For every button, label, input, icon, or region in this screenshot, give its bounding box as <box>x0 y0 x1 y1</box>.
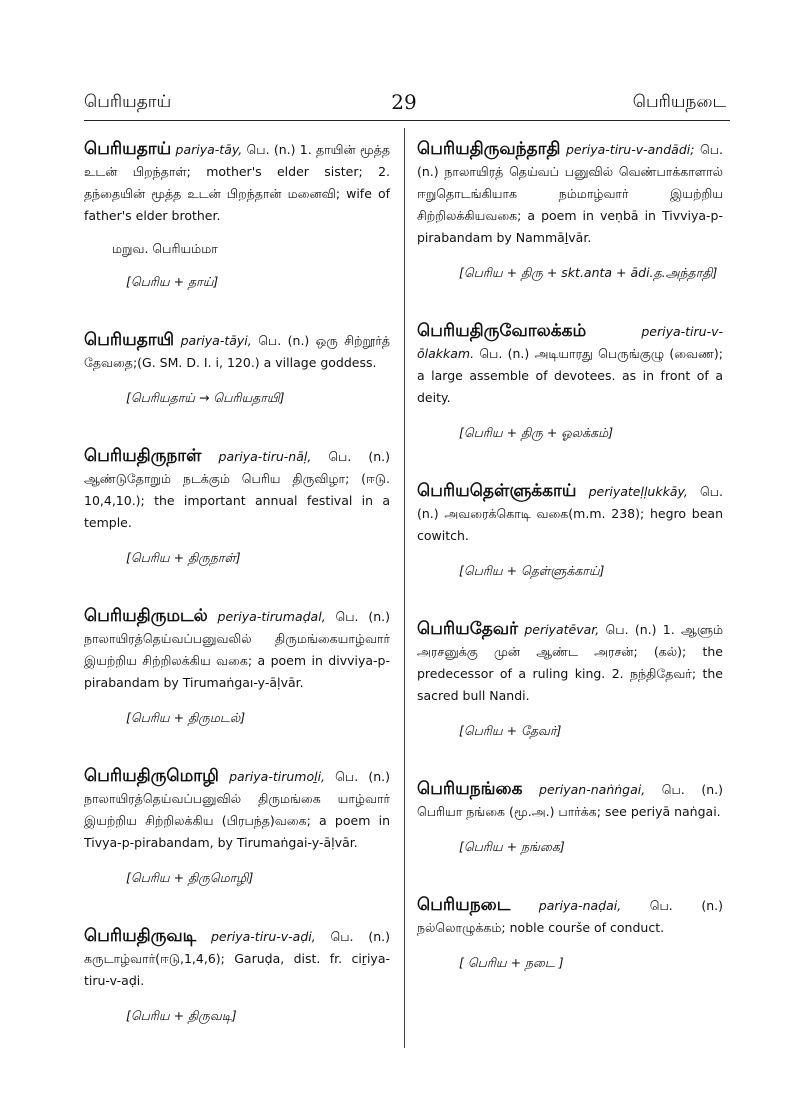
header-rule <box>84 120 730 121</box>
entry <box>84 445 390 534</box>
entry <box>417 320 723 409</box>
definition: பெ. (n.) கருடாழ்வார்(ஈடு,1,4,6); Garuḍa, dist. fr. ciṟiya-tiru-v-aḍi. <box>84 929 390 988</box>
definition: பெ. (n.) அடியாரது பெருங்குழு (வைண); a large assemble of devotees. as in front of a deity. <box>417 346 723 405</box>
headword: பெரியநடை <box>417 895 511 915</box>
etymology: [பெரிய + திருமடல்] <box>126 710 246 725</box>
definition: பெ. (n.) ஒரு சிற்றூர்த் தேவதை;(G. SM. D. I. i, 120.) a village goddess. <box>84 333 390 370</box>
etymology: [பெரிய + திரு + skt.anta + ādi.த.அந்தாதி] <box>459 265 718 280</box>
headword: பெரியதேவர் <box>417 619 518 639</box>
left-column <box>84 138 390 1025</box>
transliteration: periyan-naṅṅgai, <box>539 782 646 797</box>
column-divider <box>404 128 405 1048</box>
definition: பெ. (n.) பெரியா நங்கை (மூ.அ.) பார்க்க; see periyā naṅgai. <box>417 782 723 819</box>
headword: பெரியதிருவோலக்கம் <box>417 321 587 341</box>
transliteration: pariya-naḍai, <box>538 898 622 913</box>
transliteration: periya-tiru-v-aḍi, <box>211 929 316 944</box>
etymology: [ பெரிய + நடை ] <box>459 955 564 970</box>
entry <box>417 618 723 707</box>
headword: பெரியதிருவந்தாதி <box>417 139 561 159</box>
headword: பெரியதாயி <box>84 330 175 350</box>
entry <box>84 138 390 227</box>
transliteration: pariya-tirumoḻi, <box>229 769 326 784</box>
etymology: [பெரிய + திருமொழி] <box>126 870 254 885</box>
transliteration: periya-tirumaḍal, <box>217 609 326 624</box>
etymology: [பெரிய + திருநாள்] <box>126 550 241 565</box>
headword: பெரியதிருநாள் <box>84 446 202 466</box>
etymology: [பெரிய + திருவடி] <box>126 1008 237 1023</box>
definition: பெ. (n.) 1. ஆளும் அரசனுக்கு முன் ஆண்ட அரசன்; (கல்); the predecessor of a ruling king. 2. நந்திதேவர்; the sacred bull Nandi. <box>417 622 723 703</box>
definition: பெ. (n.) நாலாயிரத்தெய்வப்பனுவில் திருமங்கை யாழ்வார் இயற்றிய சிற்றிலக்கிய (பிரபந்த)வகை; a poem in Tivya-p-pirabandam, by Tirumaṅgai-y-āḷvār. <box>84 769 390 850</box>
etymology: [பெரிய + நங்கை] <box>459 839 565 854</box>
entry <box>84 765 390 854</box>
transliteration: pariya-tāy, <box>175 142 243 157</box>
transliteration: pariya-tiru-nāḷ, <box>218 449 312 464</box>
entry <box>84 605 390 694</box>
headword: பெரியதிருவடி <box>84 926 197 946</box>
definition: பெ. (n.) ஆண்டுதோறும் நடக்கும் பெரிய திருவிழா; (ஈடு. 10,4,10.); the important annual festival in a temple. <box>84 449 390 530</box>
etymology: [பெரிய + திரு + ஓலக்கம்] <box>459 425 614 440</box>
entry <box>417 480 723 547</box>
etymology: [பெரிய + தேவர்] <box>459 723 562 738</box>
entry <box>84 925 390 992</box>
transliteration: periya-tiru-v-ōlakkam. <box>417 324 723 361</box>
etymology: [பெரிய + தாய்] <box>126 274 219 289</box>
entry <box>417 894 723 939</box>
definition: பெ. (n.) அவரைக்கொடி வகை(m.m. 238); hegro bean cowitch. <box>417 484 723 543</box>
headword: பெரியதாய் <box>84 139 172 159</box>
right-column <box>417 138 723 972</box>
page-number: 29 <box>391 90 417 114</box>
definition: பெ. (n.) நாலாயிரத்தெய்வப்பனுவலில் திருமங்கையாழ்வார் இயற்றிய சிற்றிலக்கிய வகை; a poem in divviya-p-pirabandam by Tirumaṅgaı-y-āḷvār. <box>84 609 390 690</box>
etymology: [பெரிய + தெள்ளுக்காய்] <box>459 563 605 578</box>
entry <box>84 329 390 374</box>
entry <box>417 778 723 823</box>
transliteration: periyateḷḷukkāy, <box>588 484 688 499</box>
transliteration: pariya-tāyi, <box>180 333 252 348</box>
definition: பெ. (n.) நாலாயிரத் தெய்வப் பனுவில் வெண்பாக்காளால் ஈறுதொடங்கியாக நம்மாழ்வார் இயற்றிய சிற்றிலக்கியவகை; a poem in veṇbā in Tivviya-p-pirabandam by Nammāḻvār. <box>417 142 723 245</box>
definition: பெ. (n.) 1. தாயின் மூத்த உடன் பிறந்தாள்; mother's elder sister; 2. தந்தையின் மூத்த உடன் பிறந்தான் மனைவி; wife of father's elder brother. <box>84 142 390 223</box>
header-left-word: பெரியதாய் <box>84 92 172 112</box>
header-right-word: பெரியநடை <box>632 92 726 112</box>
headword: பெரியநங்கை <box>417 779 523 799</box>
etymology: [பெரியதாய் → பெரியதாயி] <box>126 390 285 405</box>
definition: பெ. (n.) நல்லொழுக்கம்; noble courše of conduct. <box>417 898 723 935</box>
headword: பெரியதிருமொழி <box>84 766 219 786</box>
headword: பெரியதிருமடல் <box>84 606 208 626</box>
synonym-note: மறுவ. பெரியம்மா <box>112 241 218 256</box>
entry <box>417 138 723 249</box>
transliteration: periyatēvar, <box>524 622 600 637</box>
transliteration: periya-tiru-v-andādi; <box>565 142 695 157</box>
headword: பெரியதெள்ளுக்காய் <box>417 481 577 501</box>
